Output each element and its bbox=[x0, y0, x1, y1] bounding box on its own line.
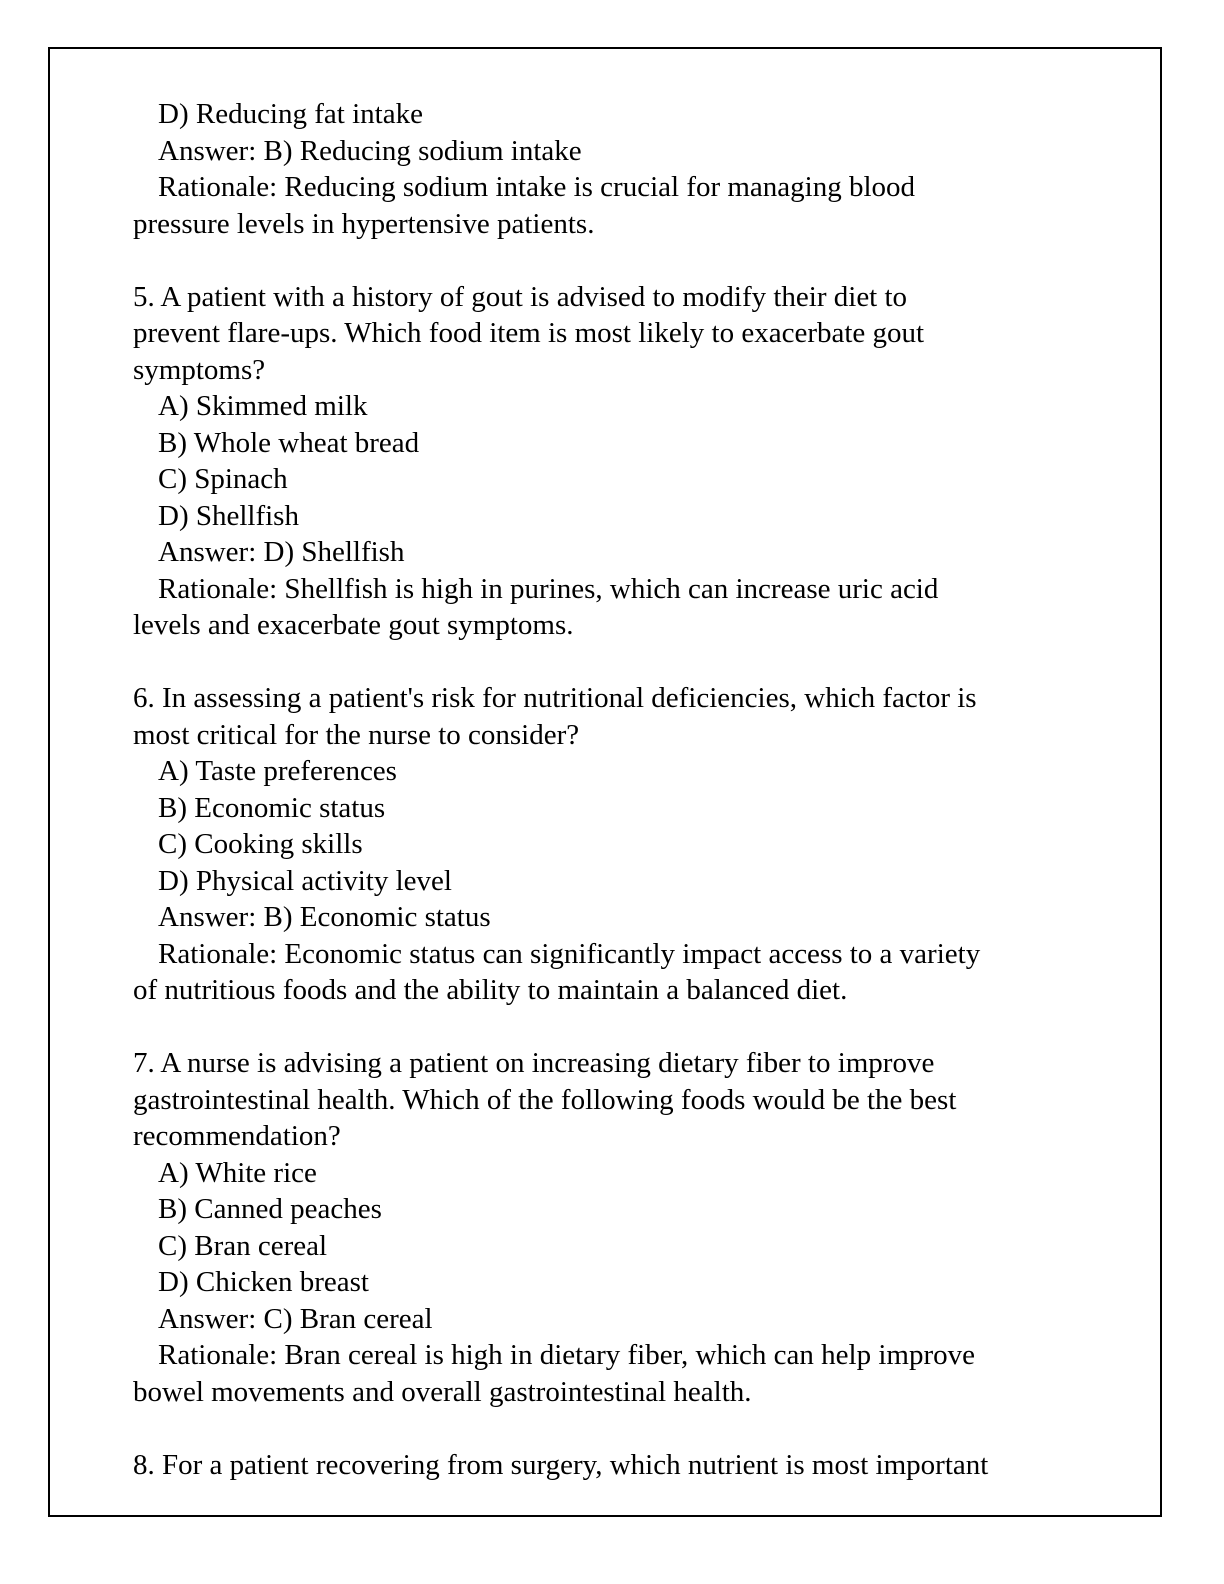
q6-rationale-line1: Rationale: Economic status can significantly impact access to a variety bbox=[158, 937, 981, 970]
q8-stem-line1: 8. For a patient recovering from surgery, which nutrient is most important bbox=[133, 1448, 989, 1481]
q7-option-d: D) Chicken breast bbox=[158, 1266, 369, 1298]
q7-option-a: A) White rice bbox=[158, 1156, 317, 1189]
paragraph-gap bbox=[133, 1410, 1093, 1447]
q7-stem-line1: 7. A nurse is advising a patient on increasing dietary fiber to improve bbox=[133, 1047, 935, 1079]
q7-stem-line2: gastrointestinal health. Which of the following foods would be the best bbox=[133, 1083, 957, 1116]
q5-option-d: D) Shellfish bbox=[158, 499, 299, 532]
paragraph-gap bbox=[133, 1009, 1093, 1046]
q5-stem-line3: symptoms? bbox=[133, 353, 266, 386]
paragraph-gap bbox=[133, 242, 1093, 279]
q5-option-c: C) Spinach bbox=[158, 463, 288, 495]
q7-rationale-line1: Rationale: Bran cereal is high in dietary fiber, which can help improve bbox=[158, 1339, 975, 1371]
q5-stem-line1: 5. A patient with a history of gout is advised to modify their diet to bbox=[133, 280, 908, 313]
document-body bbox=[133, 96, 1093, 1483]
q5-option-b: B) Whole wheat bread bbox=[158, 426, 420, 459]
q5-answer: Answer: D) Shellfish bbox=[158, 536, 405, 568]
q7-option-c: C) Bran cereal bbox=[158, 1229, 328, 1262]
q6-stem-line1: 6. In assessing a patient's risk for nutritional deficiencies, which factor is bbox=[133, 682, 977, 714]
q5-stem-line2: prevent flare-ups. Which food item is most likely to exacerbate gout bbox=[133, 317, 925, 349]
q4-rationale-line2: pressure levels in hypertensive patients. bbox=[133, 207, 595, 240]
q6-option-b: B) Economic status bbox=[158, 791, 386, 824]
q6-stem-line2: most critical for the nurse to consider? bbox=[133, 718, 580, 751]
q7-option-b: B) Canned peaches bbox=[158, 1193, 382, 1225]
q7-rationale-line2: bowel movements and overall gastrointestinal health. bbox=[133, 1375, 752, 1408]
q6-answer: Answer: B) Economic status bbox=[158, 901, 491, 933]
q5-option-a: A) Skimmed milk bbox=[158, 390, 368, 422]
q5-rationale-line1: Rationale: Shellfish is high in purines, which can increase uric acid bbox=[158, 572, 939, 605]
q6-option-d: D) Physical activity level bbox=[158, 864, 452, 897]
q4-option-d: D) Reducing fat intake bbox=[158, 98, 423, 130]
q7-stem-line3: recommendation? bbox=[133, 1120, 341, 1152]
q6-rationale-line2: of nutritious foods and the ability to maintain a balanced diet. bbox=[133, 974, 848, 1006]
q6-option-c: C) Cooking skills bbox=[158, 828, 363, 860]
q4-rationale-line1: Rationale: Reducing sodium intake is crucial for managing blood bbox=[158, 171, 916, 203]
q4-answer: Answer: B) Reducing sodium intake bbox=[158, 134, 582, 167]
q6-option-a: A) Taste preferences bbox=[158, 755, 397, 787]
q5-rationale-line2: levels and exacerbate gout symptoms. bbox=[133, 609, 574, 641]
paragraph-gap bbox=[133, 644, 1093, 681]
q7-answer: Answer: C) Bran cereal bbox=[158, 1302, 433, 1335]
